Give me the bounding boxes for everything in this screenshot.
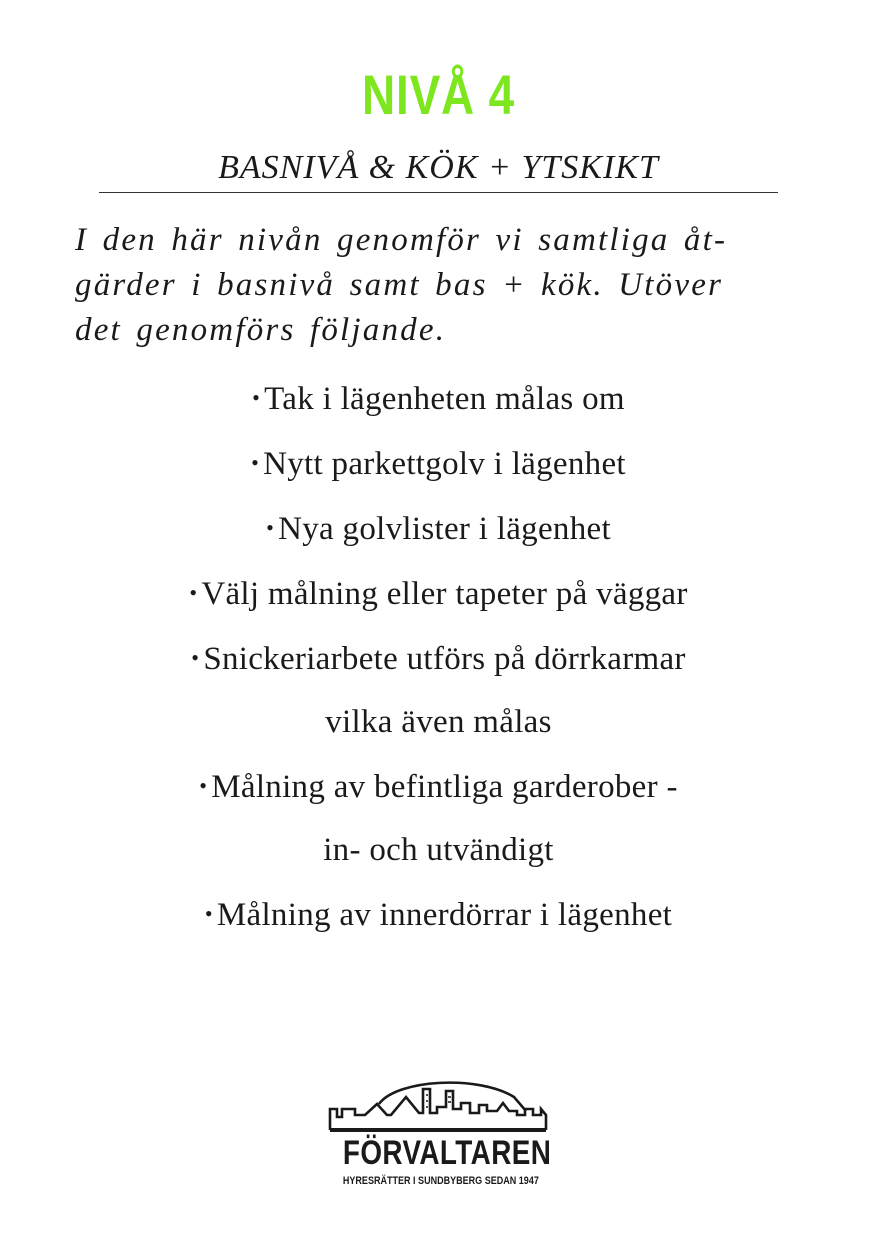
page-subtitle: BASNIVÅ & KÖK + YTSKIKT xyxy=(218,149,659,186)
list-item xyxy=(0,496,877,561)
list-item-text: Välj målning eller tapeter på väggar xyxy=(201,576,688,612)
bullet-icon: • xyxy=(266,515,275,540)
bullet-icon: • xyxy=(191,645,200,670)
list-item xyxy=(0,366,877,431)
company-logo xyxy=(322,1075,554,1190)
intro-line: det genomförs följande. xyxy=(75,312,447,348)
page-title: NIVÅ 4 xyxy=(362,63,515,126)
intro-line: gärder i basnivå samt bas + kök. Utöver xyxy=(75,267,724,303)
intro-line: I den här nivån genomför vi samtliga åt- xyxy=(75,222,728,258)
list-item-text-continued: vilka även målas xyxy=(325,704,552,740)
list-item xyxy=(0,754,877,882)
bullet-icon: • xyxy=(189,580,198,605)
logo-wordmark: FÖRVALTAREN xyxy=(342,1134,552,1172)
list-item xyxy=(0,431,877,496)
list-item-text: Målning av befintliga garderober - xyxy=(211,769,678,805)
list-item xyxy=(0,561,877,626)
list-item-text: Målning av innerdörrar i lägenhet xyxy=(216,897,673,933)
logo-tagline: HYRESRÄTTER I SUNDBYBERG SEDAN 1947 xyxy=(342,1175,539,1187)
list-item-text: Nytt parkettgolv i lägenhet xyxy=(263,446,626,482)
list-item-text: Snickeriarbete utförs på dörrkarmar xyxy=(203,641,686,677)
measures-list xyxy=(0,366,877,947)
bullet-icon: • xyxy=(204,901,213,926)
bullet-icon: • xyxy=(252,385,261,410)
title-divider xyxy=(99,192,778,193)
bullet-icon: • xyxy=(251,450,260,475)
list-item-text: Nya golvlister i lägenhet xyxy=(278,511,611,547)
intro-paragraph xyxy=(75,218,795,353)
bullet-icon: • xyxy=(199,773,208,798)
city-skyline-icon xyxy=(327,1075,549,1135)
list-item-text-continued: in- och utvändigt xyxy=(323,832,554,868)
list-item-text: Tak i lägenheten målas om xyxy=(264,381,625,417)
list-item xyxy=(0,882,877,947)
list-item xyxy=(0,626,877,754)
